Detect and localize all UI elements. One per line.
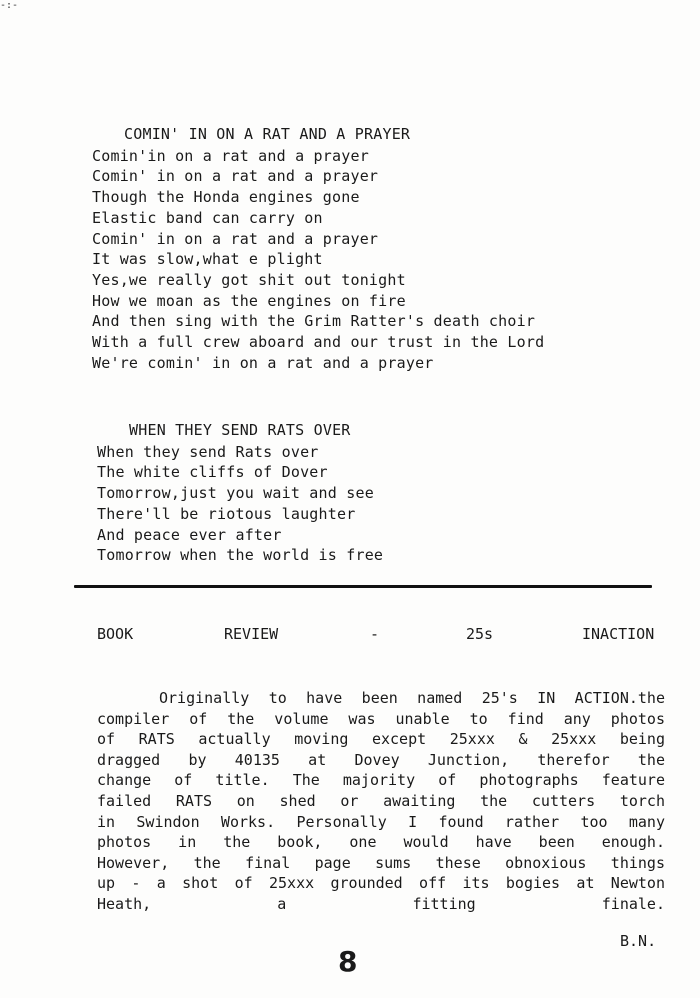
review-line: photos in the book, one would have been enough. <box>97 833 665 852</box>
poem-comin-in-on-a-rat <box>92 124 544 373</box>
poem-line: When they send Rats over <box>97 442 319 461</box>
review-line: compiler of the volume was unable to find any photos <box>97 709 665 728</box>
corner-mark: -:- <box>0 0 19 11</box>
review-signoff: B.N. <box>620 932 657 950</box>
review-header-title: INACTION <box>582 625 655 643</box>
book-review-text <box>97 688 665 915</box>
page-number: 8 <box>338 945 358 978</box>
poem-line: How we moan as the engines on fire <box>92 291 406 310</box>
poem-line: With a full crew aboard and our trust in the Lord <box>92 333 545 352</box>
section-divider <box>74 585 652 588</box>
poem-line: And then sing with the Grim Ratter's death choir <box>92 312 536 331</box>
review-line: Originally to have been named 25's IN ACTION.the <box>159 689 665 707</box>
poem-line: Tomorrow when the world is free <box>97 546 384 565</box>
poem-line: Comin' in on a rat and a prayer <box>92 229 379 248</box>
poem-line: It was slow,what e plight <box>92 250 323 269</box>
poem-line: The white cliffs of Dover <box>97 463 328 482</box>
review-header-dash: - <box>370 625 380 643</box>
review-header-book: BOOK <box>97 625 134 643</box>
review-line: up - a shot of 25xxx grounded off its bogies at Newton <box>97 874 665 893</box>
review-line: in Swindon Works. Personally I found rather too many <box>97 812 665 831</box>
poem-line: Comin' in on a rat and a prayer <box>92 167 379 186</box>
poem-line: There'll be riotous laughter <box>97 504 356 523</box>
review-header-review: REVIEW <box>224 625 279 643</box>
review-line: However, the final page sums these obnoxious things <box>97 853 665 872</box>
poem-line: And peace ever after <box>97 525 282 544</box>
poem-line: Comin'in on a rat and a prayer <box>92 146 369 165</box>
review-line: Heath, a fitting finale. <box>97 894 665 913</box>
poem-line: Elastic band can carry on <box>92 208 323 227</box>
poem-line: Though the Honda engines gone <box>92 188 360 207</box>
book-review-header <box>0 625 700 647</box>
review-line: change of title. The majority of photographs feature <box>97 771 665 790</box>
review-line: failed RATS on shed or awaiting the cutters torch <box>97 791 665 810</box>
poem-line: Yes,we really got shit out tonight <box>92 270 406 289</box>
poem-line: We're comin' in on a rat and a prayer <box>92 353 434 372</box>
review-line: of RATS actually moving except 25xxx & 25xxx being <box>97 730 665 749</box>
review-line: dragged by 40135 at Dovey Junction, therefor the <box>97 750 665 769</box>
poem-title: WHEN THEY SEND RATS OVER <box>129 421 351 439</box>
poem-when-they-send-rats-over <box>97 420 383 566</box>
review-header-number: 25s <box>466 625 494 643</box>
poem-title: COMIN' IN ON A RAT AND A PRAYER <box>124 125 411 143</box>
poem-line: Tomorrow,just you wait and see <box>97 484 374 503</box>
